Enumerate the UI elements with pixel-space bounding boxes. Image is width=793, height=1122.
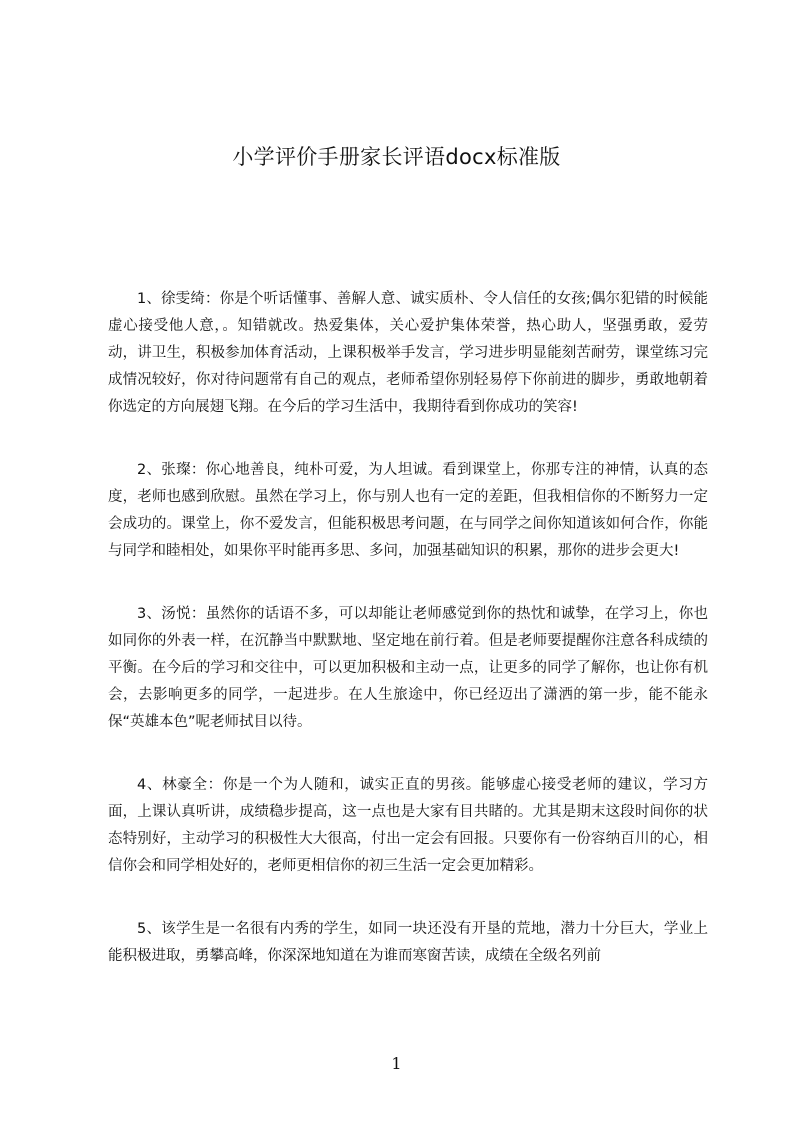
comment-paragraph-2: 2、张璨：你心地善良，纯朴可爱，为人坦诚。看到课堂上，你那专注的神情，认真的态度，老师也感到欣慰。虽然在学习上，你与别人也有一定的差距，但我相信你的不断努力一定会成功的。课堂上，你不爱发言，但能积极思考问题，在与同学之间你知道该如何合作，你能与同学和睦相处，如果你平时能再多思、多问，加强基础知识的积累，那你的进步会更大! (108, 462, 708, 559)
comment-paragraph-1: 1、徐雯绮：你是个听话懂事、善解人意、诚实质朴、令人信任的女孩;偶尔犯错的时候能虚心接受他人意，。知错就改。热爱集体，关心爱护集体荣誉，热心助人，坚强勇敢，爱劳动，讲卫生，积极参加体育活动，上课积极举手发言，学习进步明显能刻苦耐劳，课堂练习完成情况较好，你对待问题常有自己的观点，老师希望你别轻易停下你前进的脚步，勇敢地朝着你选定的方向展翅飞翔。在今后的学习生活中，我期待看到你成功的笑容! (108, 291, 708, 415)
page-number: 1 (391, 1054, 402, 1073)
comment-paragraph-3: 3、汤悦：虽然你的话语不多，可以却能让老师感觉到你的热忱和诚挚，在学习上，你也如同你的外表一样，在沉静当中默默地、坚定地在前行着。但是老师要提醒你注意各科成绩的平衡。在今后的学习和交往中，可以更加积极和主动一点，让更多的同学了解你，也让你有机会，去影响更多的同学，一起进步。在人生旅途中，你已经迈出了潇洒的第一步，能不能永保“英雄本色”呢老师拭目以待。 (108, 606, 708, 730)
comment-paragraph-5: 5、该学生是一名很有内秀的学生，如同一块还没有开垦的荒地，潜力十分巨大，学业上能积极进取，勇攀高峰，你深深地知道在为谁而寒窗苦读，成绩在全级名列前 (108, 921, 708, 964)
document-title: 小学评价手册家长评语docx标准版 (232, 145, 561, 169)
comment-paragraph-4: 4、林豪全：你是一个为人随和，诚实正直的男孩。能够虚心接受老师的建议，学习方面，上课认真听讲，成绩稳步提高，这一点也是大家有目共睹的。尤其是期末这段时间你的状态特别好，主动学习的积极性大大很高，付出一定会有回报。只要你有一份容纳百川的心，相信你会和同学相处好的，老师更相信你的初三生活一定会更加精彩。 (108, 777, 708, 874)
document-body (108, 286, 708, 1006)
